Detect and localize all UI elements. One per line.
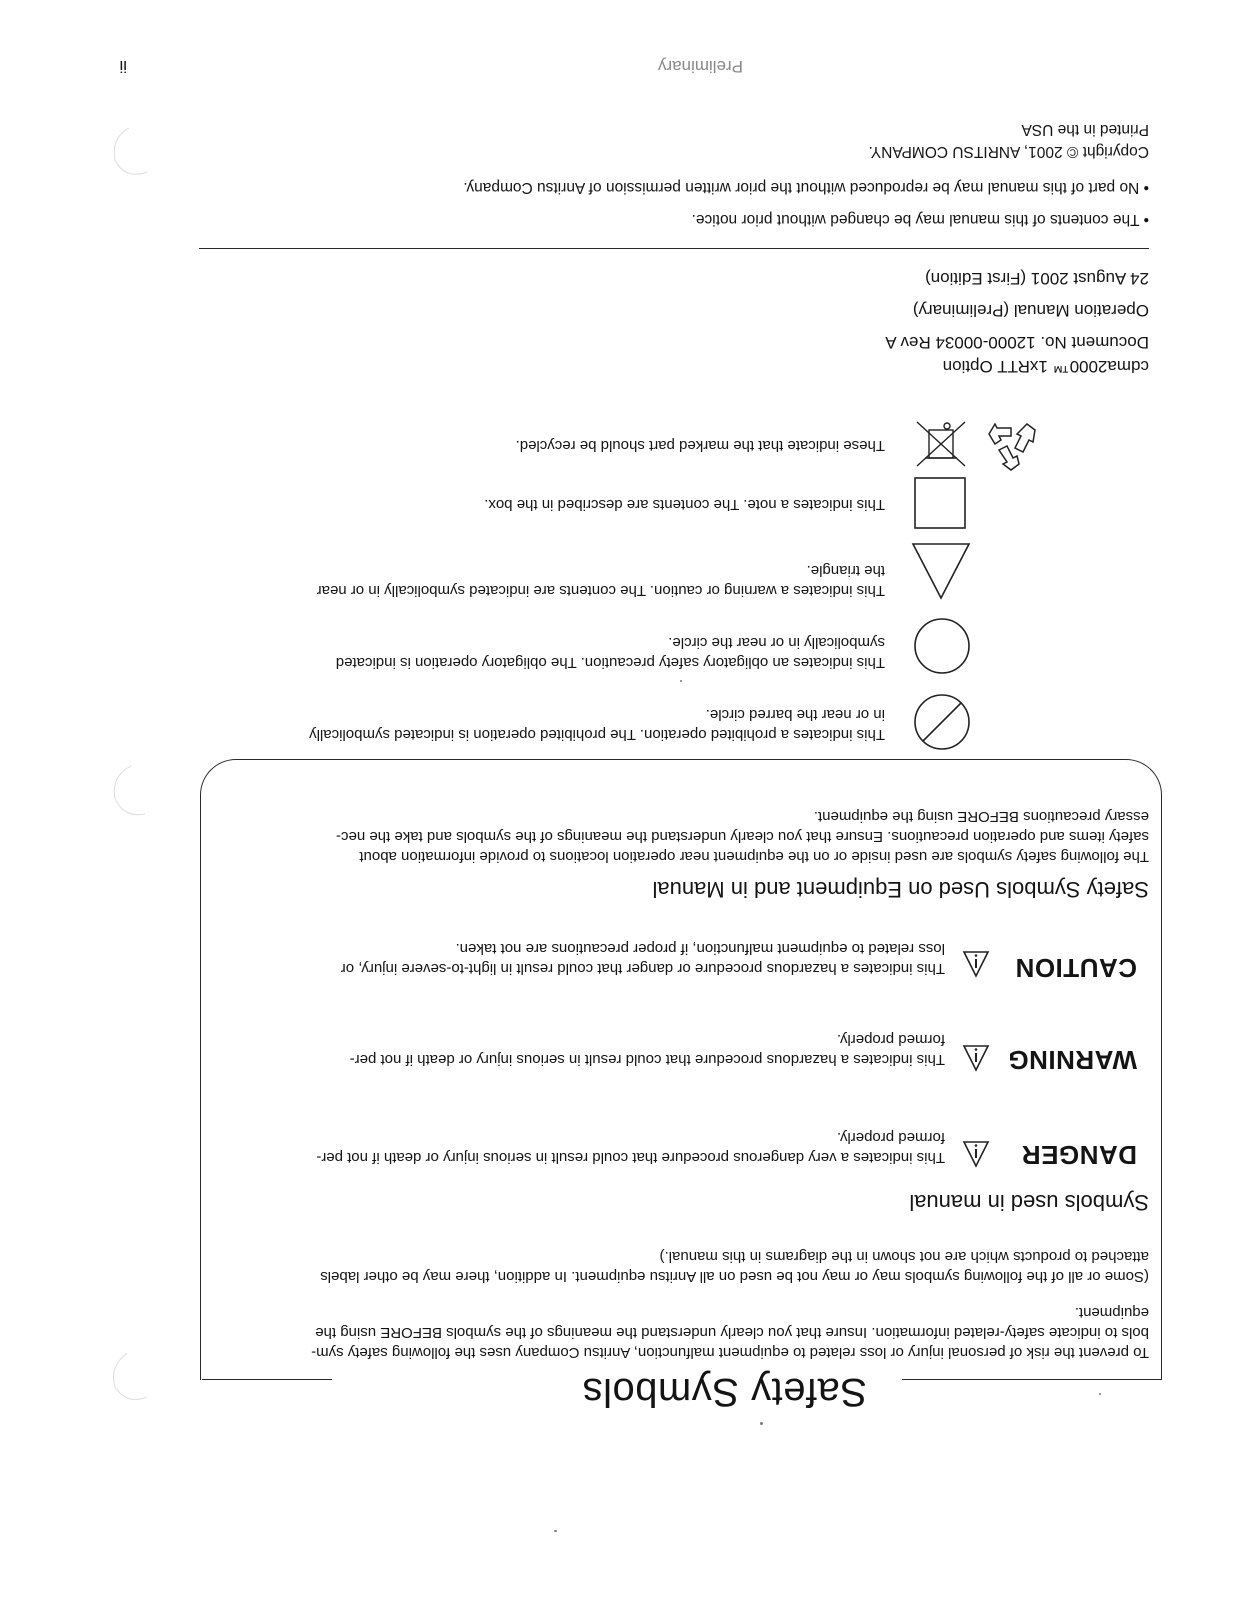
danger-line: formed properly. <box>836 1129 945 1146</box>
document-info <box>885 266 1149 378</box>
prohibited-icon <box>912 692 972 752</box>
punch-hole-mark <box>107 1345 157 1405</box>
intro-paragraph <box>209 1302 1149 1362</box>
danger-description <box>225 1127 945 1167</box>
intro-line: To prevent the risk of personal injury or loss related to equipment malfunction, Anritsu Company uses the following safety sym- <box>311 1344 1149 1361</box>
punch-hole-mark <box>107 760 157 820</box>
recycle-description <box>225 435 885 455</box>
caution-line: loss related to equipment malfunction, if proper precautions are not taken. <box>455 940 945 957</box>
danger-label: DANGER <box>1021 1140 1137 1170</box>
caution-description <box>225 938 945 978</box>
prohibited-line: in or near the barred circle. <box>705 706 885 723</box>
notice-line: • No part of this manual may be reproduced without the prior written permission of Anritsu Company. <box>463 179 1149 196</box>
caution-triangle-icon <box>962 950 990 978</box>
page-title: Safety Symbols <box>582 1370 867 1414</box>
warning-line: This indicates a hazardous procedure that could result in serious injury or death if not per- <box>349 1051 945 1068</box>
product-name: cdma2000™ 1xRTT Option <box>942 357 1149 376</box>
note-line: (Some or all of the following symbols may or may not be used on all Anritsu equipment. In addition, there may be other labels <box>320 1268 1149 1285</box>
punch-hole-mark <box>107 120 157 180</box>
scan-speck <box>554 1530 557 1532</box>
footer-status: Preliminary <box>657 57 743 76</box>
obligatory-line: This indicates an obligatory safety precaution. The obligatory operation is indicated <box>335 654 885 671</box>
notices <box>463 176 1149 230</box>
warning-symbol-line: the triangle. <box>806 562 885 579</box>
danger-line: This indicates a very dangerous procedure that could result in serious injury or death if not per- <box>316 1149 945 1166</box>
obligatory-line: symbolically in or near the circle. <box>668 634 885 651</box>
equipment-intro-line: safety items and operation precautions. Ensure that you clearly understand the meanings of the symbols and take the nec- <box>336 828 1149 845</box>
warning-triangle-icon <box>962 1044 990 1072</box>
intro-line: equipment. <box>1074 1304 1149 1321</box>
edition-date: 24 August 2001 (First Edition) <box>925 269 1149 288</box>
crossed-bin-icon <box>913 418 969 470</box>
scan-speck <box>1099 1393 1101 1395</box>
divider-rule <box>199 248 1149 249</box>
recycle-line: These indicate that the marked part should be recycled. <box>515 437 885 454</box>
warning-symbol-icon <box>911 542 971 600</box>
recycle-icon <box>981 416 1041 472</box>
prohibited-line: This indicates a prohibited operation. The prohibited operation is indicated symbolically <box>309 726 885 743</box>
notice-line: • The contents of this manual may be changed without prior notice. <box>691 211 1149 228</box>
warning-line: formed properly. <box>836 1031 945 1048</box>
printed-location: Printed in the USA <box>1021 121 1149 138</box>
equipment-intro-line: The following safety symbols are used inside or on the equipment near operation locations to provide information about <box>359 848 1149 865</box>
note-line: attached to products which are not shown in the diagrams in this manual.) <box>659 1248 1149 1265</box>
note-box-line: This indicates a note. The contents are described in the box. <box>484 496 885 513</box>
note-box-icon <box>913 476 967 530</box>
copyright-text: Copyright © 2001, ANRITSU COMPANY. <box>868 143 1149 160</box>
page-number: ii <box>119 57 127 76</box>
equipment-symbols-heading: Safety Symbols Used on Equipment and in Manual <box>652 877 1149 902</box>
obligatory-description <box>225 632 885 672</box>
note-box-description <box>225 494 885 514</box>
scan-speck <box>680 680 682 682</box>
note-paragraph <box>209 1246 1149 1286</box>
warning-symbol-line: This indicates a warning or caution. The contents are indicated symbolically in or near <box>316 582 885 599</box>
document-number: Document No. 12000-00034 Rev A <box>885 333 1149 352</box>
intro-line: bols to indicate safety-related information. Insure that you clearly understand the meanings of the symbols BEFORE using the <box>315 1324 1149 1341</box>
manual-symbols-heading: Symbols used in manual <box>909 1190 1149 1215</box>
warning-description <box>225 1029 945 1069</box>
copyright-block <box>869 118 1149 162</box>
equipment-intro <box>209 806 1149 866</box>
warning-symbol-description <box>225 560 885 600</box>
prohibited-description <box>225 704 885 744</box>
scan-speck <box>760 1422 763 1425</box>
caution-label: CAUTION <box>1015 953 1137 983</box>
obligatory-icon <box>912 616 972 676</box>
manual-type: Operation Manual (Preliminary) <box>912 301 1149 320</box>
danger-triangle-icon <box>962 1140 990 1168</box>
equipment-intro-line: essary precautions BEFORE using the equipment. <box>813 808 1149 825</box>
caution-line: This indicates a hazardous procedure or danger that could result in light-to-severe injury, or <box>340 960 945 977</box>
warning-label: WARNING <box>1007 1045 1137 1075</box>
